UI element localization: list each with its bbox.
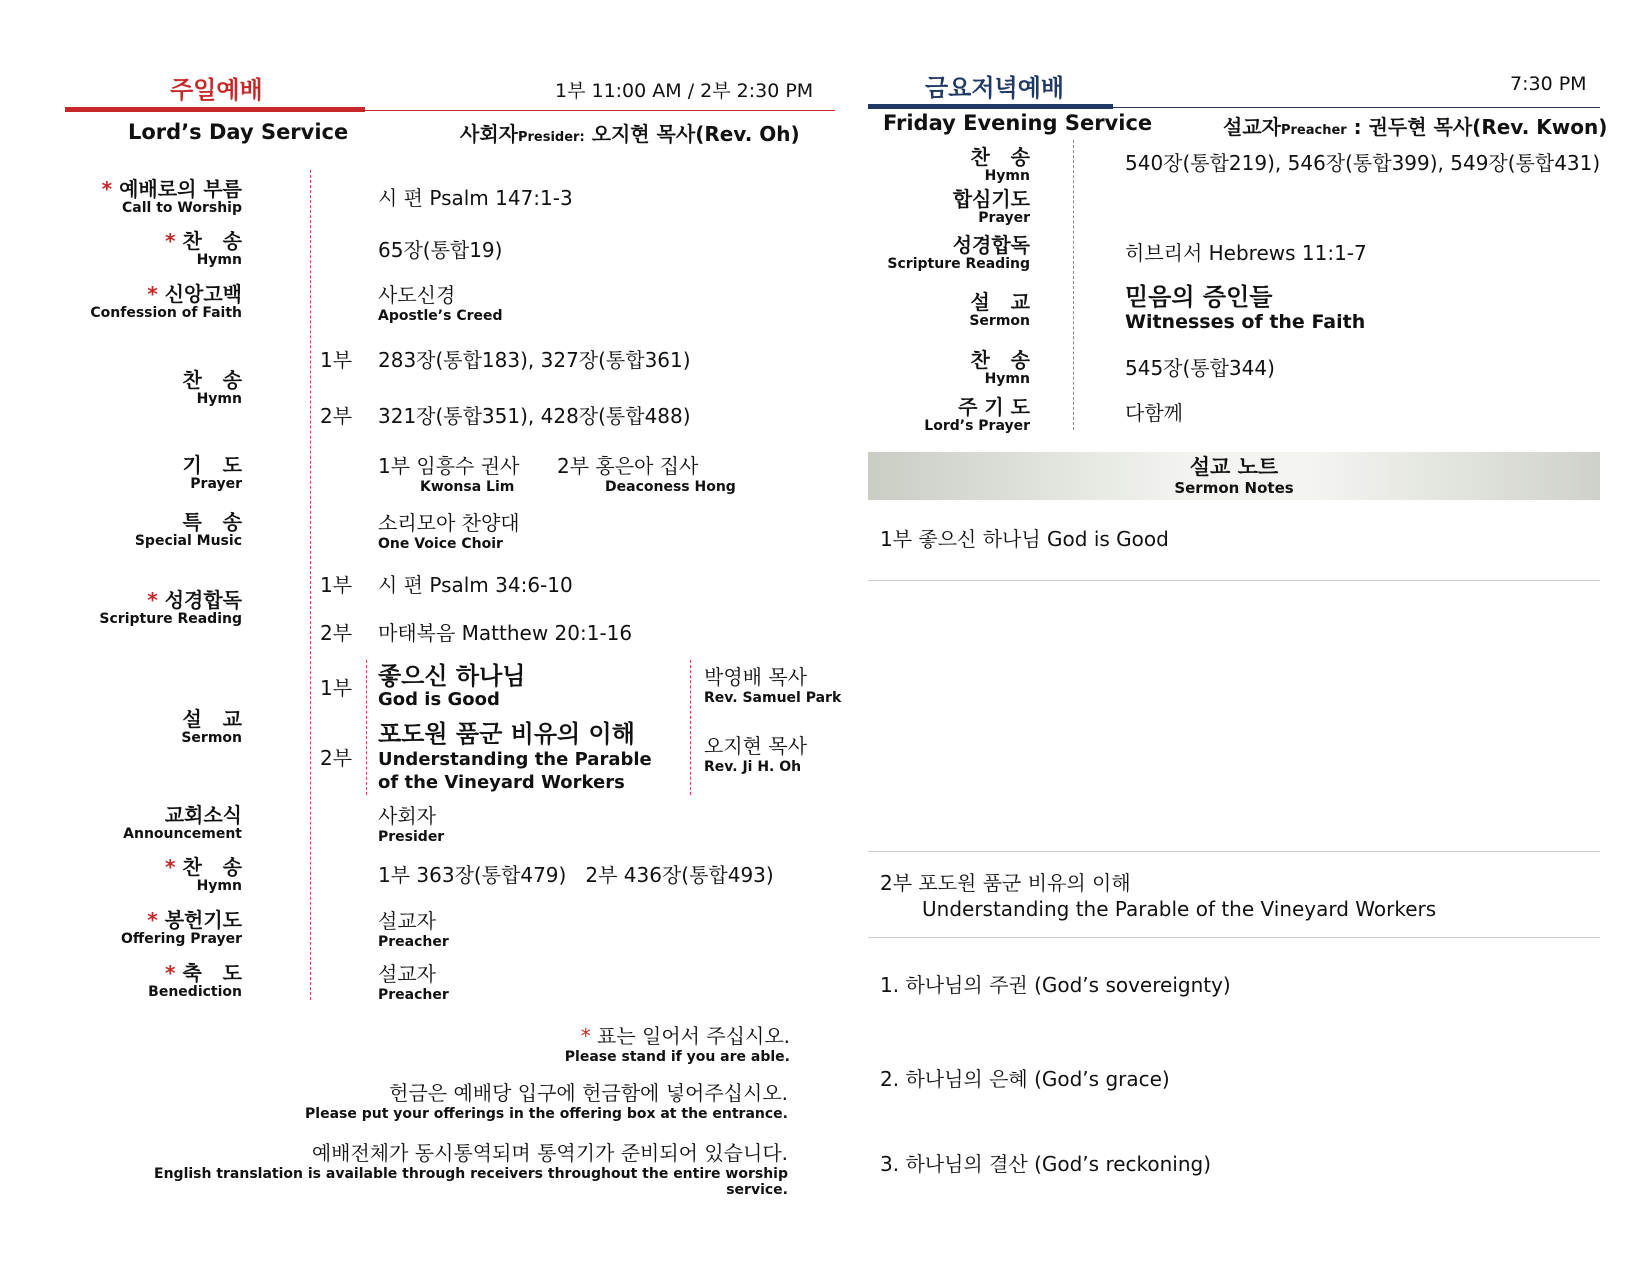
note-offering — [100, 1080, 788, 1122]
friday-preacher — [1223, 111, 1607, 140]
speaker-en: Rev. Ji H. Oh — [704, 759, 802, 775]
note-en: Understanding the Parable of the Vineyard Workers — [922, 897, 1437, 921]
content-ko: 소리모아 찬양대 — [378, 511, 520, 535]
content-ko: 1부 임흥수 권사 — [378, 454, 520, 478]
note-en: Please put your offerings in the offering box at the entrance. — [305, 1106, 788, 1122]
content-ko: 2부 홍은아 집사 — [557, 454, 699, 478]
sermon-title-ko: 포도원 품군 비유의 이해 — [378, 720, 635, 748]
order-label: 축 도 — [182, 961, 242, 985]
sermon-divider-right — [690, 660, 691, 795]
stand-marker: * — [165, 229, 176, 253]
sermon-title-en: of the Vineyard Workers — [378, 772, 625, 793]
order-label: 찬 송 — [182, 855, 242, 879]
order-label: 찬 송 — [970, 145, 1030, 169]
presider-label: 사회자 — [460, 122, 518, 146]
order-label: 예배로의 부름 — [119, 177, 242, 201]
order-label-en: Hymn — [196, 391, 242, 407]
service-2-tag: 2부 — [320, 746, 353, 770]
order-label-en: Call to Worship — [122, 200, 242, 216]
sermon-1-speaker — [704, 664, 841, 706]
order-content — [378, 510, 520, 552]
friday-title: 금요저녁예배 — [925, 74, 1065, 102]
order-content — [378, 908, 449, 950]
stand-marker: * — [147, 282, 158, 306]
order-label: 주 기 도 — [958, 395, 1030, 419]
notes-line — [868, 580, 1600, 581]
order-hymn-2 — [12, 368, 242, 407]
sermon-divider-left — [366, 660, 367, 795]
order-label: 설 교 — [182, 707, 242, 731]
order-content: 65장(통합19) — [378, 238, 503, 262]
sunday-divider — [310, 170, 311, 1000]
speaker-ko: 박영배 목사 — [704, 665, 807, 689]
order-content: 시 편 Psalm 147:1-3 — [378, 186, 573, 210]
content-ko: 설교자 — [378, 909, 436, 933]
sunday-subtitle: Lord’s Day Service — [128, 120, 349, 144]
note-ko: 표는 일어서 주십시오. — [597, 1024, 790, 1048]
stand-marker: * — [147, 908, 158, 932]
service-2-tag: 2부 — [320, 404, 353, 428]
order-offering-prayer — [12, 908, 242, 947]
stand-marker: * — [147, 588, 158, 612]
speaker-en: Rev. Samuel Park — [704, 690, 842, 706]
content-en: Kwonsa Lim — [420, 479, 515, 495]
sermon-title-en: God is Good — [378, 689, 500, 710]
sermon-notes-band — [868, 452, 1600, 500]
friday-hymn-1 — [840, 145, 1030, 184]
content-en: Deaconess Hong — [605, 479, 736, 495]
order-label-en: Hymn — [984, 168, 1030, 184]
note-ko: 2부 포도원 품군 비유의 이해 — [880, 871, 1131, 895]
order-label: 봉헌기도 — [164, 908, 242, 932]
sunday-header-rule-red — [65, 107, 365, 112]
sermon-notes-title: 설교 노트 — [1189, 455, 1279, 479]
note-ko: 예배전체가 동시통역되며 통역기가 준비되어 있습니다. — [311, 1141, 788, 1165]
service-2-tag: 2부 — [320, 621, 353, 645]
order-label-en: Sermon — [181, 730, 242, 746]
order-label-en: Benediction — [148, 984, 242, 1000]
order-content — [378, 803, 444, 845]
sunday-presider — [460, 118, 800, 147]
friday-sermon-title — [1125, 283, 1365, 333]
friday-divider — [1073, 140, 1074, 430]
order-content: 마태복음 Matthew 20:1-16 — [378, 621, 633, 645]
stand-marker: * — [165, 961, 176, 985]
order-content — [378, 282, 503, 324]
preacher-label: 설교자 — [1223, 115, 1281, 139]
content-en: Preacher — [378, 934, 449, 950]
friday-prayer — [840, 187, 1030, 226]
order-content: 다함께 — [1125, 401, 1183, 425]
note-service-1: 1부 좋으신 하나님 God is Good — [880, 527, 1169, 551]
order-label-en: Hymn — [984, 371, 1030, 387]
order-label: 특 송 — [182, 510, 242, 534]
content-en: Apostle’s Creed — [378, 308, 503, 324]
order-label-en: Sermon — [969, 313, 1030, 329]
content-en: One Voice Choir — [378, 536, 503, 552]
sunday-header-rule — [365, 110, 835, 111]
sunday-title: 주일예배 — [170, 76, 263, 104]
content-ko: 설교자 — [378, 962, 436, 986]
service-1-tag: 1부 — [320, 573, 353, 597]
friday-time: 7:30 PM — [1510, 73, 1587, 95]
presider-name: 오지현 목사(Rev. Oh) — [591, 122, 800, 146]
friday-lords-prayer — [840, 395, 1030, 434]
sunday-times: 1부 11:00 AM / 2부 2:30 PM — [555, 80, 814, 102]
sermon-title-en: Witnesses of the Faith — [1125, 311, 1366, 333]
presider-en: Presider: — [517, 130, 585, 145]
friday-subtitle: Friday Evening Service — [883, 111, 1153, 135]
note-ko: 헌금은 예배당 입구에 헌금함에 넣어주십시오. — [389, 1081, 788, 1105]
order-label: 찬 송 — [182, 229, 242, 253]
note-service-2 — [880, 870, 1436, 922]
sermon-2-title — [378, 720, 652, 794]
order-label: 성경합독 — [164, 588, 242, 612]
stand-marker: * — [580, 1024, 591, 1048]
note-point-2: 2. 하나님의 은혜 (God’s grace) — [880, 1067, 1170, 1091]
order-label-en: Hymn — [196, 878, 242, 894]
note-point-3: 3. 하나님의 결산 (God’s reckoning) — [880, 1152, 1212, 1176]
order-content: 540장(통합219), 546장(통합399), 549장(통합431) — [1125, 151, 1601, 175]
prayer-2 — [557, 453, 736, 495]
order-content: 시 편 Psalm 34:6-10 — [378, 573, 573, 597]
friday-sermon — [840, 290, 1030, 329]
order-content — [378, 961, 449, 1003]
note-en: English translation is available through receivers throughout the entire worship service. — [154, 1166, 788, 1198]
stand-marker: * — [101, 177, 113, 201]
order-prayer — [12, 453, 242, 492]
note-en: Please stand if you are able. — [564, 1049, 790, 1065]
order-content: 1부 363장(통합479) 2부 436장(통합493) — [378, 863, 774, 887]
order-label: 성경합독 — [952, 233, 1030, 257]
prayer-1 — [378, 453, 519, 495]
order-label-en: Special Music — [134, 533, 242, 549]
friday-hymn-2 — [840, 348, 1030, 387]
sermon-title-ko: 좋으신 하나님 — [378, 662, 526, 690]
order-sermon — [12, 707, 242, 746]
order-label-en: Offering Prayer — [120, 931, 242, 947]
content-ko: 사도신경 — [378, 283, 456, 307]
speaker-ko: 오지현 목사 — [704, 734, 807, 758]
order-label: 합심기도 — [952, 187, 1030, 211]
notes-line — [868, 851, 1600, 852]
order-label: 찬 송 — [182, 368, 242, 392]
order-label-en: Prayer — [190, 476, 242, 492]
order-hymn-3 — [12, 855, 242, 894]
order-call-to-worship — [12, 177, 242, 216]
order-label: 교회소식 — [164, 803, 242, 827]
order-content: 283장(통합183), 327장(통합361) — [378, 348, 691, 372]
order-special-music — [12, 510, 242, 549]
stand-marker: * — [165, 855, 176, 879]
order-label: 신앙고백 — [164, 282, 242, 306]
order-label-en: Scripture Reading — [99, 611, 242, 627]
order-label-en: Announcement — [123, 826, 242, 842]
content-ko: 사회자 — [378, 804, 436, 828]
content-en: Presider — [378, 829, 445, 845]
order-label-en: Scripture Reading — [887, 256, 1030, 272]
order-benediction — [12, 961, 242, 1000]
notes-line — [868, 937, 1600, 938]
note-translation — [100, 1140, 788, 1198]
service-1-tag: 1부 — [320, 348, 353, 372]
order-scripture — [12, 588, 242, 627]
preacher-en: Preacher — [1280, 123, 1347, 138]
friday-header-rule-navy — [868, 104, 1113, 109]
friday-header-rule — [1113, 107, 1600, 108]
order-label-en: Lord’s Prayer — [924, 418, 1030, 434]
order-label-en: Confession of Faith — [90, 305, 242, 321]
order-content: 히브리서 Hebrews 11:1-7 — [1125, 241, 1367, 265]
order-content: 545장(통합344) — [1125, 356, 1275, 380]
sermon-1-title — [378, 662, 525, 710]
order-announcement — [12, 803, 242, 842]
order-label-en: Prayer — [978, 210, 1030, 226]
friday-scripture — [840, 233, 1030, 272]
sermon-2-speaker — [704, 733, 807, 775]
note-point-1: 1. 하나님의 주권 (God’s sovereignty) — [880, 973, 1231, 997]
order-label: 기 도 — [182, 453, 242, 477]
sermon-title-en: Understanding the Parable — [378, 749, 652, 770]
order-label: 찬 송 — [970, 348, 1030, 372]
note-stand — [160, 1023, 790, 1065]
order-confession — [12, 282, 242, 321]
preacher-name: : 권두현 목사(Rev. Kwon) — [1353, 115, 1608, 139]
order-content: 321장(통합351), 428장(통합488) — [378, 404, 691, 428]
sermon-title-ko: 믿음의 증인들 — [1125, 283, 1273, 311]
order-label-en: Hymn — [196, 252, 242, 268]
sermon-notes-title-en: Sermon Notes — [1174, 479, 1294, 497]
service-1-tag: 1부 — [320, 676, 353, 700]
content-en: Preacher — [378, 987, 449, 1003]
order-label: 설 교 — [970, 290, 1030, 314]
order-hymn-1 — [12, 229, 242, 268]
